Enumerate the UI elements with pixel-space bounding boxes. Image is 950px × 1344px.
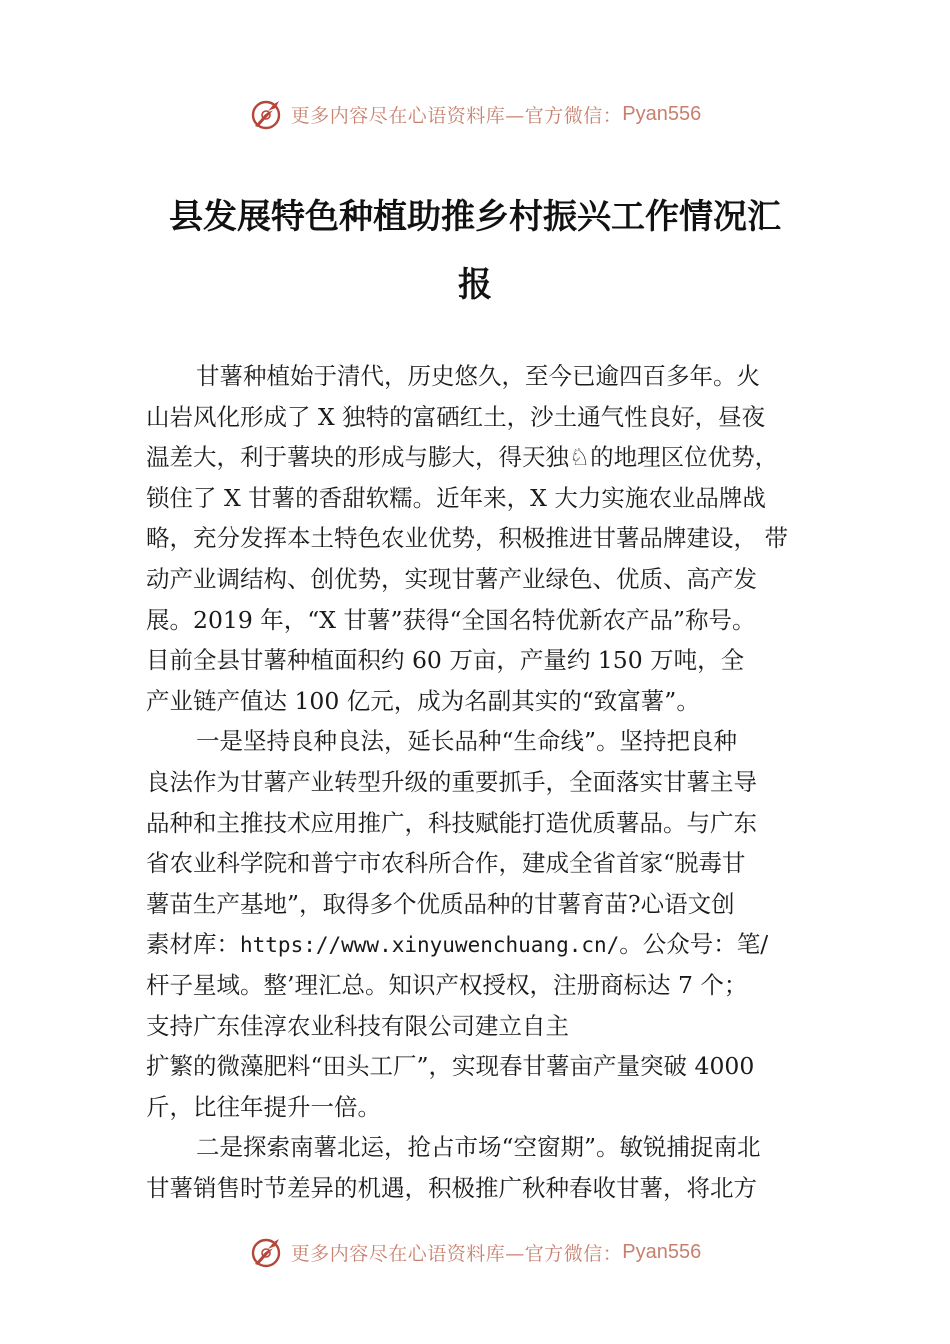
body-line: 产业链产值达 100 亿元，成为名副其实的“致富薯”。 bbox=[146, 686, 700, 715]
paragraph-3 bbox=[146, 1127, 826, 1208]
body-line: 杆子星域。整’理汇总。知识产权授权，注册商标达 7 个； bbox=[146, 970, 748, 999]
banner-text: 更多内容尽在心语资料库—官方微信： bbox=[290, 1242, 623, 1265]
body-line: 动产业调结构、创优势，实现甘薯产业绿色、优质、高产发 bbox=[146, 564, 757, 593]
body-line: 甘薯种植始于清代，历史悠久，至今已逾四百多年。火 bbox=[196, 362, 760, 390]
website-url: https://www.xinyuwenchuang.cn/ bbox=[240, 933, 620, 958]
header-banner bbox=[0, 92, 950, 136]
body-line: 温差大，利于薯块的形成与膨大，得天独♘的地理区位优势， bbox=[146, 443, 779, 472]
body-line-with-url bbox=[146, 924, 826, 965]
url-suffix: 。公众号：笔/ bbox=[619, 930, 769, 959]
body-line: 甘薯销售时节差异的机遇，积极推广秋种春收甘薯，将北方 bbox=[146, 1173, 757, 1202]
body-line: 扩繁的微藻肥料“田头工厂”，实现春甘薯亩产量突破 4000 bbox=[146, 1052, 755, 1081]
body-line: 展。2019 年，“X 甘薯”获得“全国名特优新农产品”称号。 bbox=[146, 605, 756, 634]
paragraph-2 bbox=[146, 721, 826, 1127]
body-line: 省农业科学院和普宁市农科所合作，建成全省首家“脱毒甘 bbox=[146, 849, 746, 878]
body-line: 一是坚持良种良法，延长品种“生命线”。坚持把良种 bbox=[196, 727, 738, 756]
body-line: 锁住了 X 甘薯的香甜软糯。近年来，X 大力实施农业品牌战 bbox=[146, 483, 766, 512]
url-prefix: 素材库： bbox=[146, 930, 240, 959]
body-line: 支持广东佳淳农业科技有限公司建立自主 bbox=[146, 1011, 569, 1040]
body-line: 山岩风化形成了 X 独特的富硒红土，沙土通气性良好，昼夜 bbox=[146, 402, 766, 431]
title-line-1: 县发展特色种植助推乡村振兴工作情况汇 bbox=[169, 197, 781, 237]
footer-banner bbox=[0, 1230, 950, 1274]
body-line: 略，充分发挥本土特色农业优势，积极推进甘薯品牌建设， 带 bbox=[146, 524, 788, 553]
body-line: 品种和主推技术应用推广，科技赋能打造优质薯品。与广东 bbox=[146, 808, 757, 837]
body-line: 斤，比往年提升一倍。 bbox=[146, 1092, 381, 1121]
document-title bbox=[120, 183, 830, 319]
document-body bbox=[146, 356, 826, 1208]
title-line-2: 报 bbox=[458, 265, 492, 305]
paragraph-1 bbox=[146, 356, 826, 721]
body-line: 目前全县甘薯种植面积约 60 万亩，产量约 150 万吨，全 bbox=[146, 646, 745, 675]
banner-wechat-id: Pyan556 bbox=[622, 102, 702, 125]
body-line: 二是探索南薯北运，抢占市场“空窗期”。敏锐捕捉南北 bbox=[196, 1133, 761, 1162]
banner-wechat-id: Pyan556 bbox=[622, 1240, 702, 1263]
body-line: 薯苗生产基地”，取得多个优质品种的甘薯育苗?心语文创 bbox=[146, 889, 735, 918]
body-line: 良法作为甘薯产业转型升级的重要抓手，全面落实甘薯主导 bbox=[146, 767, 757, 796]
banner-text: 更多内容尽在心语资料库—官方微信： bbox=[290, 104, 623, 127]
quill-logo-icon bbox=[249, 1234, 285, 1270]
quill-logo-icon bbox=[249, 96, 285, 132]
